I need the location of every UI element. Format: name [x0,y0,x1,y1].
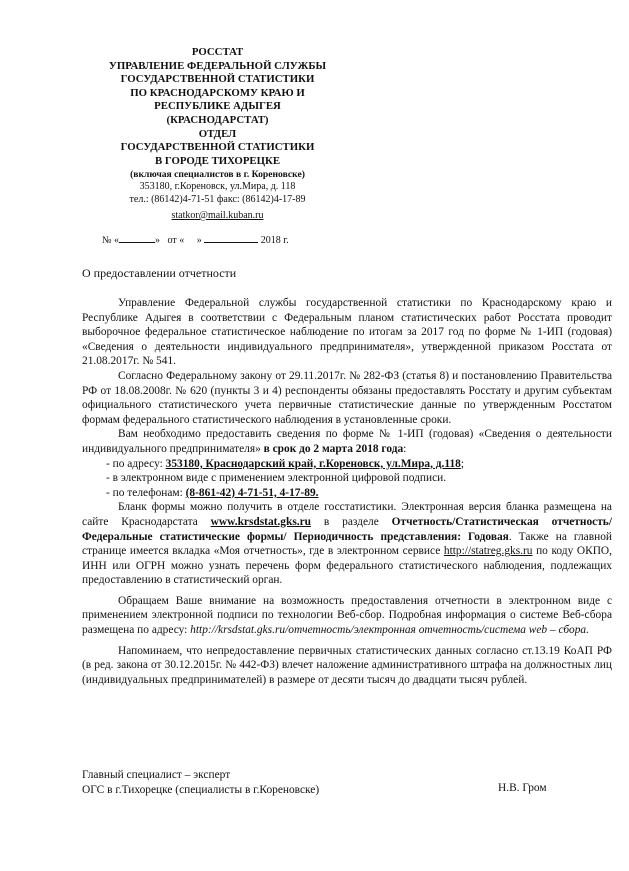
web-text: Обращаем Ваше внимание на возможность предоставления отчетности в электронном виде с применением электронной подписи по технологии Веб-сбор. Подробная информация о системе Веб-сбора размещена по адресу: [82,594,612,637]
bullet-electronic: - в электронном виде с применением электронной цифровой подписи. [106,472,447,485]
document-number-line [102,232,289,246]
bullet-phones [82,486,612,501]
letterhead-line: (КРАСНОДАРСТАТ) [166,113,269,126]
date-close-quote: » [196,235,202,246]
paragraph-law: Согласно Федеральному закону от 29.11.2017г. № 282-ФЗ (статья 8) и постановлению Правительства РФ от 18.08.2008г. № 620 (пункты 3 и 4) респонденты обязаны предоставлять Росстату и другим субъектам официального статистического учета первичные статистические данные по утвержденным Росстатом формам федерального статистического наблюдения в установленные сроки. [82,369,612,426]
year: 2018 г. [260,235,289,246]
form-text-4: по коду ОКПО, ИНН или ОГРН можно узнать перечень форм федерального статистического наблюдения, подлежащих предоставлению в статистический орган. [82,545,612,587]
site-section-path: Отчетность/Статистическая отчетность/Федеральные статистические формы/ Периодичность представления: Годовая [82,515,612,543]
date-blank [204,232,258,243]
letterhead-line: ОТДЕЛ [198,127,237,140]
requirement-colon: : [403,442,407,455]
letterhead-subtitle: (включая специалистов в г. Кореновске) [130,169,305,181]
deadline: в срок до 2 марта 2018 года [263,442,404,455]
subject-line: О предоставлении отчетности [82,266,237,280]
bullet-address-value: 353180, Краснодарский край, г.Кореновск, ул.Мира, д.118 [165,457,461,470]
paragraph-web-collection [82,594,612,638]
letterhead-line: РОССТАТ [191,46,244,58]
web-collection-link[interactable]: http://krsdstat.gks.ru/отчетность/электронная отчетность/система web – сбора. [190,624,589,637]
letterhead-line: РЕСПУБЛИКЕ АДЫГЕЯ [154,100,281,113]
letterhead-line: ГОСУДАРСТВЕННОЙ СТАТИСТИКИ [120,73,315,86]
site-link[interactable]: www.krsdstat.gks.ru [210,515,311,528]
signature-name: Н.В. Гром [498,782,547,794]
signature-department: ОГС в г.Тихорецке (специалисты в г.Кореновске) [82,784,320,796]
date-label: от « [167,235,185,246]
paragraph-requirement [82,427,612,456]
bullet-phones-label: - по телефонам: [106,486,186,499]
form-text-3: . Также на главной странице имеется вкладка «Моя отчетность», где в электронном сервисе [82,530,612,558]
bullet-phones-value: (8-861-42) 4-71-51, 4-17-89. [185,486,319,499]
letterhead-line: В ГОРОДЕ ТИХОРЕЦКЕ [154,154,281,167]
form-text-1: Бланк формы можно получить в отделе госстатистики. Электронная версия бланка размещена на сайте Краснодарстата [82,501,612,528]
phones: тел.: (86142)4-71-51 факс: (86142)4-17-89 [129,194,306,205]
number-blank [119,232,155,243]
letterhead-line: ПО КРАСНОДАРСКОМУ КРАЮ И [130,86,305,99]
letterhead [95,46,340,181]
email-link[interactable]: statkor@mail.kuban.ru [171,210,264,221]
paragraph-survey: Управление Федеральной службы государственной статистики по Краснодарскому краю и Республике Адыгея в соответствии с Федеральным планом статистических работ Росстата проводит выборочное федеральное статистическое наблюдение по итогам за 2017 год по форме № 1-ИП (годовая) «Сведения о деятельности индивидуального предпринимателя», утвержденной приказом Росстата от 21.08.2017г. № 541. [82,297,612,368]
paragraph-penalty: Напоминаем, что непредоставление первичных статистических данных согласно ст.13.19 КоАП РФ (в ред. закона от 30.12.2015г. № 442-ФЗ) влечет наложение административного штрафа на должностных лиц (индивидуальных предпринимателей) в размере от десяти тысяч до двадцати тысяч рублей. [82,644,612,686]
email-row [95,209,340,223]
letterhead-line: ГОСУДАРСТВЕННОЙ СТАТИСТИКИ [120,141,315,154]
bullet-address-end: ; [460,457,465,470]
paragraph-form-download [82,500,612,588]
bullet-address [82,457,612,472]
letterhead-line: УПРАВЛЕНИЕ ФЕДЕРАЛЬНОЙ СЛУЖБЫ [108,59,327,72]
address: 353180, г.Кореновск, ул.Мира, д. 118 [139,181,296,192]
signature-position: Главный специалист – эксперт [82,769,231,781]
requirement-text: Вам необходимо предоставить сведения по форме № 1-ИП (годовая) «Сведения о деятельности индивидуального предпринимателя» [82,428,612,455]
bullet-address-label: - по адресу: [106,457,166,470]
service-link[interactable]: http://statreg.gks.ru [443,545,533,558]
form-text-2: в разделе [311,515,392,528]
number-close-quote: » [155,235,161,246]
letter-body [82,296,612,687]
number-label: № « [102,235,120,246]
